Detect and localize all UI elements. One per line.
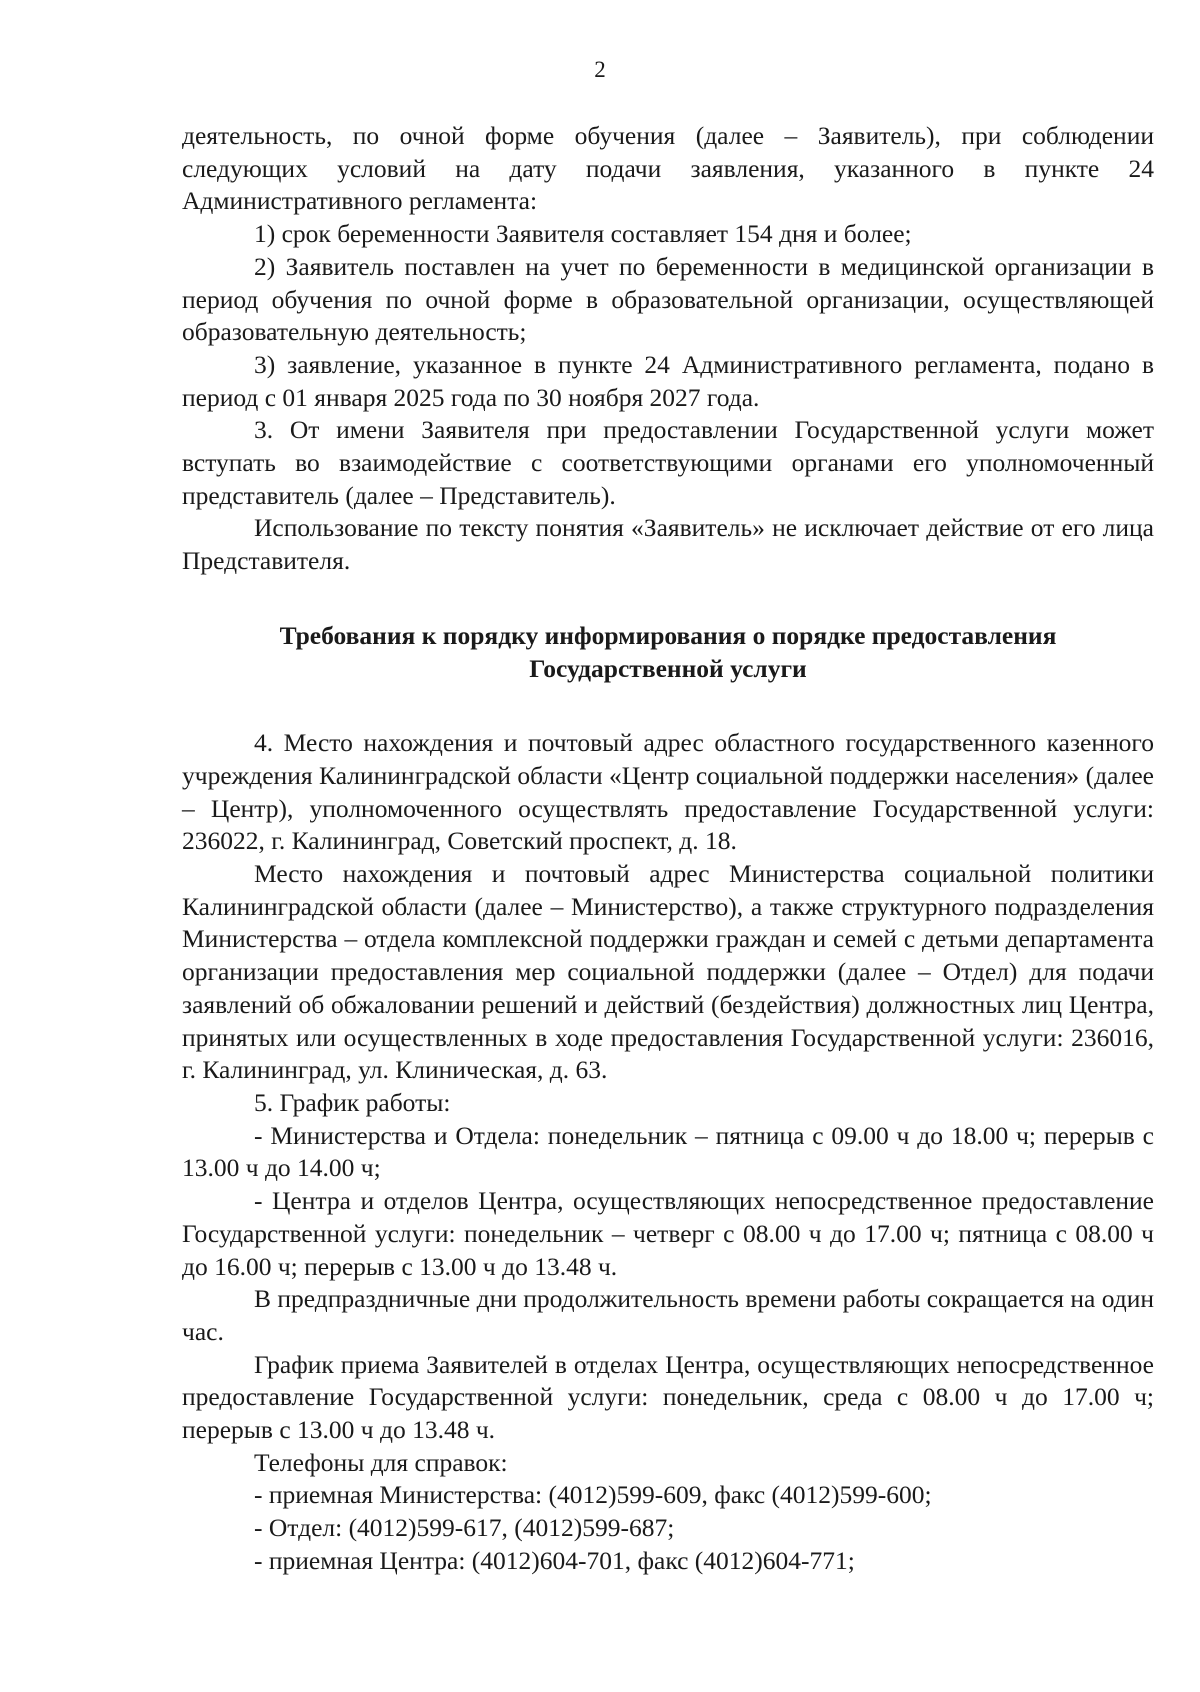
paragraph-continuation: деятельность, по очной форме обучения (далее – Заявитель), при соблюдении следующих условий на дату подачи заявления, указанного в пункте 24 Административного регламента: <box>182 121 1154 216</box>
document-body <box>182 120 1154 1578</box>
paragraph-schedule-ministry: - Министерства и Отдела: понедельник – пятница с 09.00 ч до 18.00 ч; перерыв с 13.00 ч до 14.00 ч; <box>182 1120 1154 1183</box>
paragraph-reception-schedule: График приема Заявителей в отделах Центра, осуществляющих непосредственное предоставление Государственной услуги: понедельник, среда с 08.00 ч до 17.00 ч; перерыв с 13.00 ч до 13.48 ч. <box>182 1349 1154 1445</box>
paragraph-condition-2: 2) Заявитель поставлен на учет по беременности в медицинской организации в период обучения по очной форме в образовательной организации, осуществляющей образовательную деятельность; <box>182 251 1154 347</box>
paragraph-ministry-address: Место нахождения и почтовый адрес Министерства социальной политики Калининградской области (далее – Министерство), а также структурного подразделения Министерства – отдела комплексной поддержки граждан и семей с детьми департамента организации предоставления мер социальной поддержки (далее – Отдел) для подачи заявлений об обжаловании решений и действий (бездействия) должностных лиц Центра, принятых или осуществленных в ходе предоставления Государственной услуги: 236016, г. Калининград, ул. Клиническая, д. 63. <box>182 859 1154 1085</box>
page-number: 2 <box>594 57 606 82</box>
paragraph-phones-title: Телефоны для справок: <box>254 1447 508 1477</box>
paragraph-item-4: 4. Место нахождения и почтовый адрес областного государственного казенного учреждения Калининградской области «Центр социальной поддержки населения» (далее – Центр), уполномоченного осуществлять предоставление Государственной услуги: 236022, г. Калининград, Советский проспект, д. 18. <box>182 728 1154 856</box>
paragraph-item-3: 3. От имени Заявителя при предоставлении Государственной услуги может вступать во взаимодействие с соответствующими органами его уполномоченный представитель (далее – Представитель). <box>182 415 1154 510</box>
paragraph-item-5: 5. График работы: <box>254 1087 451 1117</box>
paragraph-representative-note: Использование по тексту понятия «Заявитель» не исключает действие от его лица Представителя. <box>182 513 1154 576</box>
paragraph-pre-holiday: В предпраздничные дни продолжительность времени работы сокращается на один час. <box>182 1284 1155 1346</box>
paragraph-condition-1: 1) срок беременности Заявителя составляет 154 дня и более; <box>254 219 912 249</box>
paragraph-schedule-center: - Центра и отделов Центра, осуществляющих непосредственное предоставление Государственной услуги: понедельник – четверг с 08.00 ч до 17.00 ч; пятница с 08.00 ч до 16.00 ч; перерыв с 13.00 ч до 13.48 ч. <box>182 1186 1154 1281</box>
paragraph-condition-3: 3) заявление, указанное в пункте 24 Административного регламента, подано в период с 01 января 2025 года по 30 ноября 2027 года. <box>182 349 1154 412</box>
section-heading <box>182 620 1154 685</box>
paragraph-phone-center: - приемная Центра: (4012)604-701, факс (4012)604-771; <box>254 1545 855 1575</box>
section-heading-line-2: Государственной услуги <box>529 653 807 683</box>
paragraph-phone-department: - Отдел: (4012)599-617, (4012)599-687; <box>254 1513 675 1543</box>
paragraph-phone-ministry: - приемная Министерства: (4012)599-609, факс (4012)599-600; <box>254 1480 932 1510</box>
section-heading-line-1: Требования к порядку информирования о порядке предоставления <box>279 620 1057 650</box>
